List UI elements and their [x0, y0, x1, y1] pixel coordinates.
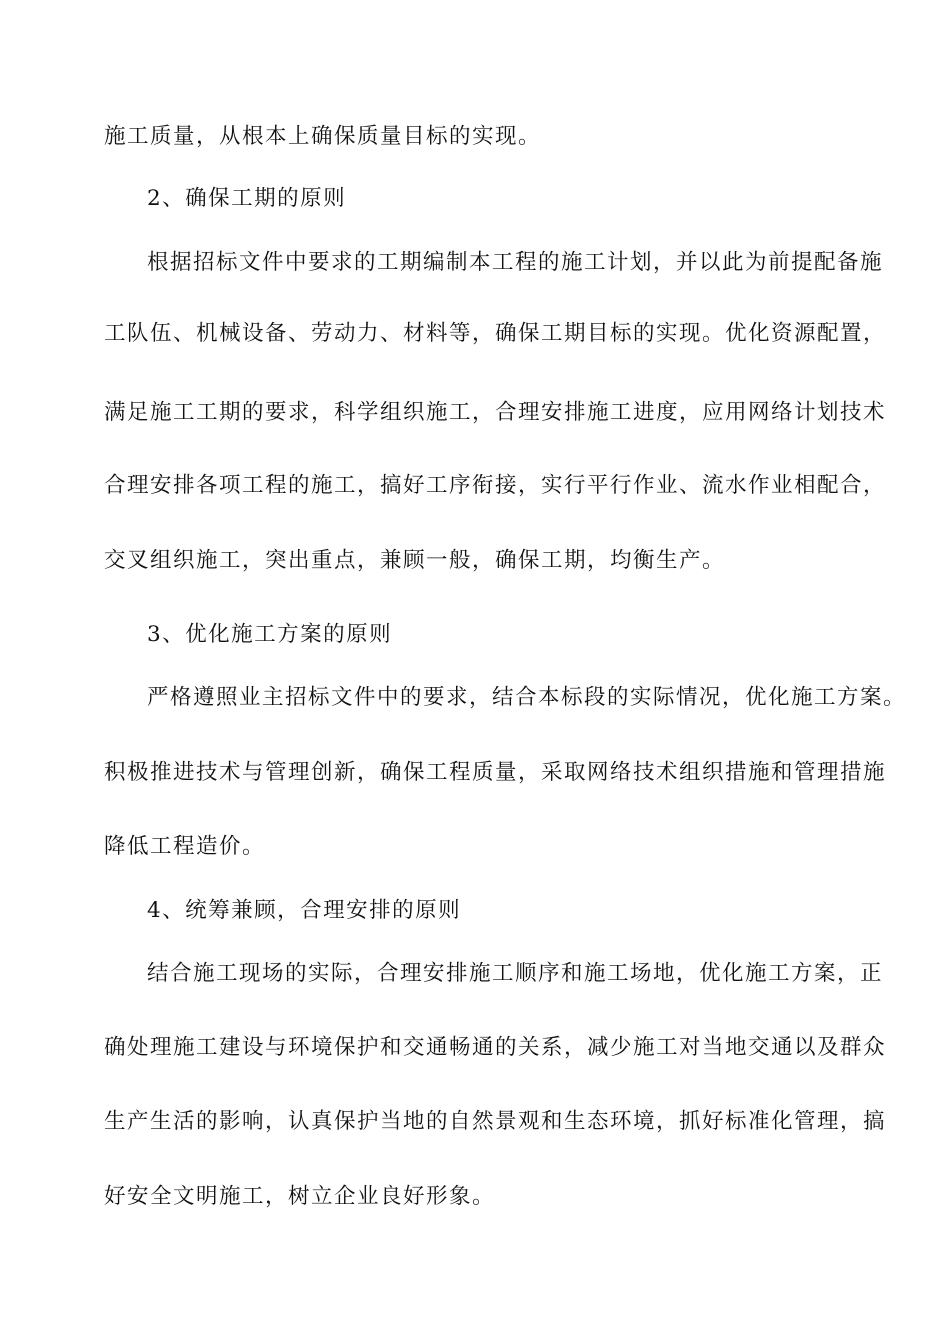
paragraph-line: 确处理施工建设与环境保护和交通畅通的关系，减少施工对当地交通以及群众 [104, 1035, 887, 1060]
paragraph-line: 工队伍、机械设备、劳动力、材料等，确保工期目标的实现。优化资源配置， [104, 321, 887, 346]
paragraph-line: 交叉组织施工，突出重点，兼顾一般，确保工期，均衡生产。 [104, 548, 726, 573]
paragraph-line: 施工质量，从根本上确保质量目标的实现。 [104, 124, 542, 149]
paragraph-line: 好安全文明施工，树立企业良好形象。 [104, 1184, 496, 1209]
paragraph-line: 降低工程造价。 [104, 834, 266, 859]
section-heading: 4、统筹兼顾，合理安排的原则 [147, 898, 462, 923]
paragraph-line: 严格遵照业主招标文件中的要求，结合本标段的实际情况，优化施工方案。 [147, 685, 907, 710]
section-heading: 3、优化施工方案的原则 [147, 622, 393, 647]
paragraph-line: 积极推进技术与管理创新，确保工程质量，采取网络技术组织措施和管理措施 [104, 760, 887, 785]
paragraph-line: 合理安排各项工程的施工，搞好工序衔接，实行平行作业、流水作业相配合， [104, 473, 887, 498]
paragraph-line: 生产生活的影响，认真保护当地的自然景观和生态环境，抓好标准化管理，搞 [104, 1109, 887, 1134]
paragraph-line: 根据招标文件中要求的工期编制本工程的施工计划，并以此为前提配备施 [147, 250, 884, 275]
paragraph-line: 满足施工工期的要求，科学组织施工，合理安排施工进度，应用网络计划技术 [104, 400, 887, 425]
section-heading: 2、确保工期的原则 [147, 186, 347, 211]
paragraph-line: 结合施工现场的实际，合理安排施工顺序和施工场地，优化施工方案，正 [147, 961, 884, 986]
